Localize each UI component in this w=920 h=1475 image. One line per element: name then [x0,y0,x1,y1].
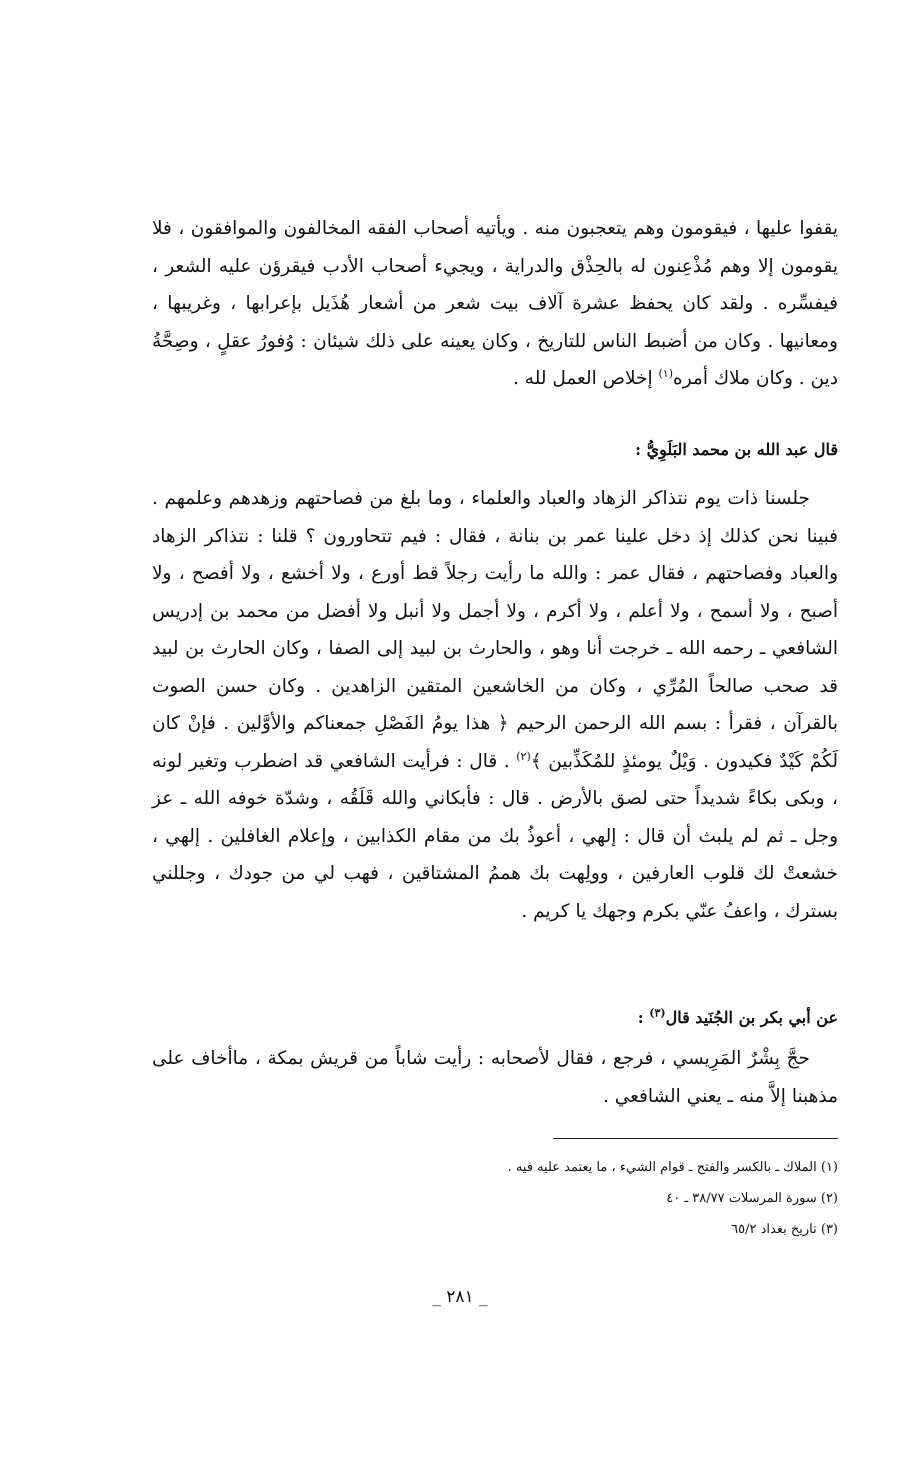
footnotes [238,1152,838,1245]
footnote-2: (٢) سورة المرسلات ٣٨/٧٧ ـ ٤٠ [666,1191,838,1206]
footnote-ref-3: (٣) [649,1006,666,1020]
footnote-1: (١) الملاك ـ بالكسر والفتح ـ قوام الشيء ، ما يعتمد عليه فيه . [507,1160,838,1175]
paragraph-3 [152,1040,838,1115]
paragraph-2-end: . قال : فرأيت الشافعي قد اضطرب وتغير لونه ، وبكى بكاءً شديداً حتى لصق بالأرض . قال : فأبكاني والله قَلَقُه ، وشدّة خوفه الله ـ عز وجل ـ ثم لم يلبث أن قال : إلهي ، أعوذُ بك من مقام الكذابين ، وإعلام الغافلين . إلهي ، خشعتْ لك قلوب العارفين ، وولِهت بك هممُ المشتاقين ، فهب لي من جودك ، وجللني بسترك ، واعفُ عنّي بكرم وجهك يا كريم . [152,750,838,922]
footnote-ref-1: (١) [658,366,674,380]
heading-junaid-end: : [637,1008,650,1027]
paragraph-2 [152,480,838,930]
paragraph-1-text: يقفوا عليها ، فيقومون وهم يتعجبون منه . ويأتيه أصحاب الفقه المخالفون والموافقون ، فلا يقومون إلا وهم مُذْعِنون له بالحِذْق والدراية ، ويجيء أصحاب الأدب فيقرؤن عليه الشعر ، فيفسِّره . ولقد كان يحفظ عشرة آلاف بيت شعر من أشعار هُذَيل بإعرابها ، وغريبها ، ومعانيها . وكان من أضبط الناس للتاريخ ، وكان يعينه على ذلك شيئان : وُفورُ عقلٍ ، وصِحَّةُ دين . وكان ملاك أمره [152,218,838,389]
footnote-separator [553,1138,838,1139]
page-number: _ ٢٨١ _ [432,1287,488,1307]
paragraph-1-end: إخلاص العمل لله . [513,368,659,389]
footnote-ref-2: (٢) [516,749,531,763]
heading-junaid-text: عن أبي بكر بن الجُنَيد قال [665,1008,838,1027]
heading-bolawi: قال عبد الله بن محمد البَلَوِيُّ : [635,440,838,459]
heading-junaid [638,1008,838,1027]
paragraph-1 [152,210,838,398]
paragraph-2-text: جلسنا ذات يوم نتذاكر الزهاد والعباد والعلماء ، وما بلغ من فصاحتهم وزهدهم وعلمهم . فبينا نحن كذلك إذ دخل علينا عمر بن بنانة ، فقال : فيم تتحاورون ؟ قلنا : نتذاكر الزهاد والعباد وفصاحتهم ، فقال عمر : والله ما رأيت رجلاً قط أورع ، ولا أخشع ، ولا أفصح ، ولا أصبح ، ولا أسمح ، ولا أعلم ، ولا أكرم ، ولا أجمل ولا أنبل ولا أفضل من محمد بن إدريس الشافعي ـ رحمه الله ـ خرجت أنا وهو ، والحارث بن لبيد إلى الصفا ، وكان الحارث بن لبيد قد صحب صالحاً المُرِّي ، وكان من الخاشعين المتقين الزاهدين . وكان حسن الصوت بالقرآن ، فقرأ : بسم الله الرحمن الرحيم ﴿ هذا يومُ الفَصْلِ جمعناكم والأوَّلين . فإنْ كان لَكُمْ كَيْدٌ فكيدون . وَيْلٌ يومئذٍ للمُكَذِّبين ﴾ [152,488,838,772]
paragraph-3-text: حجَّ بِشْرٌ المَرِيسي ، فرجع ، فقال لأصحابه : رأيت شاباً من قريش بمكة ، ماأخاف على مذهبنا إلاَّ منه ـ يعني الشافعي . [152,1048,838,1107]
footnote-3: (٣) تاريخ بغداد ٦٥/٢ [731,1222,838,1237]
